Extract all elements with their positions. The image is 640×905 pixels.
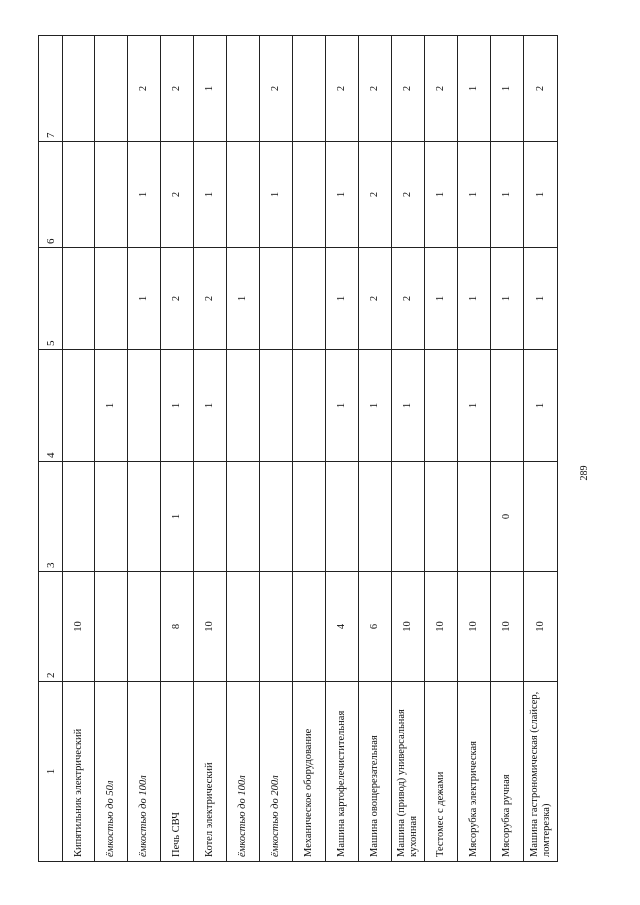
- value-cell: 1: [491, 142, 524, 248]
- header-cell: 3: [39, 462, 63, 572]
- value-cell: 10: [392, 572, 425, 682]
- value-cell: 1: [128, 142, 161, 248]
- value-cell: [128, 462, 161, 572]
- value-cell: [128, 350, 161, 462]
- table-row: [260, 36, 293, 862]
- row-name-cell: Тестомес с дежами: [425, 682, 458, 862]
- value-cell: 1: [392, 350, 425, 462]
- value-cell: [227, 36, 260, 142]
- row-name-cell: Механическое оборудование: [293, 682, 326, 862]
- value-cell: [63, 462, 95, 572]
- value-cell: 2: [194, 248, 227, 350]
- row-name-cell: ёмкостью до 100л: [227, 682, 260, 862]
- value-cell: 1: [194, 36, 227, 142]
- page-number: 289: [579, 465, 590, 481]
- value-cell: 2: [359, 36, 392, 142]
- table-row: [128, 36, 161, 862]
- row-name-cell: Мясорубка ручная: [491, 682, 524, 862]
- value-cell: 2: [161, 142, 194, 248]
- value-cell: [227, 142, 260, 248]
- value-cell: 1: [161, 350, 194, 462]
- value-cell: 1: [128, 248, 161, 350]
- value-cell: 4: [326, 572, 359, 682]
- row-name-cell: ёмкостью до 50л: [95, 682, 128, 862]
- table-row: [491, 36, 524, 862]
- value-cell: 8: [161, 572, 194, 682]
- value-cell: [95, 142, 128, 248]
- table-row: [425, 36, 458, 862]
- value-cell: 1: [458, 142, 491, 248]
- value-cell: [63, 350, 95, 462]
- value-cell: 1: [524, 142, 558, 248]
- table-row: [63, 36, 95, 862]
- value-cell: 1: [326, 248, 359, 350]
- row-name-cell: ёмкостью до 200л: [260, 682, 293, 862]
- value-cell: [491, 350, 524, 462]
- value-cell: 2: [425, 36, 458, 142]
- value-cell: [128, 572, 161, 682]
- equipment-table: [38, 35, 558, 862]
- row-name-cell: Кипятильник электрический: [63, 682, 95, 862]
- row-name-cell: ёмкостью до 100л: [128, 682, 161, 862]
- table-row: [524, 36, 558, 862]
- value-cell: [359, 462, 392, 572]
- header-cell: 1: [39, 682, 63, 862]
- value-cell: [293, 462, 326, 572]
- row-name-cell: Машина (привод) универсальная кухонная: [392, 682, 425, 862]
- value-cell: [95, 572, 128, 682]
- header-cell: 7: [39, 36, 63, 142]
- value-cell: [95, 36, 128, 142]
- value-cell: 1: [194, 350, 227, 462]
- table-row: [392, 36, 425, 862]
- value-cell: 10: [491, 572, 524, 682]
- value-cell: [227, 572, 260, 682]
- value-cell: 1: [524, 350, 558, 462]
- value-cell: 2: [260, 36, 293, 142]
- value-cell: 10: [458, 572, 491, 682]
- table-row: [293, 36, 326, 862]
- value-cell: 1: [458, 248, 491, 350]
- value-cell: [260, 248, 293, 350]
- value-cell: [63, 36, 95, 142]
- value-cell: 1: [524, 248, 558, 350]
- value-cell: [227, 462, 260, 572]
- value-cell: [260, 462, 293, 572]
- value-cell: [524, 462, 558, 572]
- value-cell: [392, 462, 425, 572]
- value-cell: [293, 36, 326, 142]
- table-row: [161, 36, 194, 862]
- table-row: [326, 36, 359, 862]
- table-row: [194, 36, 227, 862]
- value-cell: 1: [458, 350, 491, 462]
- value-cell: 2: [161, 36, 194, 142]
- value-cell: 1: [425, 248, 458, 350]
- value-cell: [293, 572, 326, 682]
- rotated-table-container: [38, 36, 558, 862]
- value-cell: 1: [491, 248, 524, 350]
- value-cell: [260, 572, 293, 682]
- value-cell: 2: [524, 36, 558, 142]
- row-name-cell: Мясорубка электрическая: [458, 682, 491, 862]
- value-cell: 1: [227, 248, 260, 350]
- value-cell: [95, 462, 128, 572]
- header-cell: 2: [39, 572, 63, 682]
- value-cell: 1: [95, 350, 128, 462]
- header-cell: 5: [39, 248, 63, 350]
- table-body: [39, 36, 558, 862]
- value-cell: [293, 350, 326, 462]
- table-row: [95, 36, 128, 862]
- value-cell: 1: [326, 350, 359, 462]
- value-cell: 2: [326, 36, 359, 142]
- value-cell: 1: [458, 36, 491, 142]
- value-cell: [63, 142, 95, 248]
- value-cell: 0: [491, 462, 524, 572]
- value-cell: [293, 142, 326, 248]
- value-cell: 2: [392, 248, 425, 350]
- value-cell: [63, 248, 95, 350]
- value-cell: [293, 248, 326, 350]
- value-cell: [326, 462, 359, 572]
- value-cell: 1: [359, 350, 392, 462]
- row-name-cell: Котел электрический: [194, 682, 227, 862]
- value-cell: 10: [63, 572, 95, 682]
- value-cell: 1: [194, 142, 227, 248]
- value-cell: [194, 462, 227, 572]
- row-name-cell: Машина овощерезательная: [359, 682, 392, 862]
- row-name-cell: Машина гастрономическая (слайсер, ломтерезка): [524, 682, 558, 862]
- row-name-cell: Машина картофелечистительная: [326, 682, 359, 862]
- table-row: [458, 36, 491, 862]
- value-cell: 1: [326, 142, 359, 248]
- value-cell: [425, 462, 458, 572]
- value-cell: [458, 462, 491, 572]
- header-cell: 4: [39, 350, 63, 462]
- row-name-cell: Печь СВЧ: [161, 682, 194, 862]
- value-cell: 2: [128, 36, 161, 142]
- table-row: [359, 36, 392, 862]
- value-cell: 2: [392, 142, 425, 248]
- value-cell: 2: [359, 248, 392, 350]
- table-header-row: [39, 36, 63, 862]
- value-cell: 1: [491, 36, 524, 142]
- value-cell: [227, 350, 260, 462]
- value-cell: 1: [425, 142, 458, 248]
- value-cell: 1: [260, 142, 293, 248]
- value-cell: 2: [392, 36, 425, 142]
- value-cell: [260, 350, 293, 462]
- value-cell: 10: [194, 572, 227, 682]
- value-cell: 2: [161, 248, 194, 350]
- header-cell: 6: [39, 142, 63, 248]
- value-cell: 10: [425, 572, 458, 682]
- value-cell: [95, 248, 128, 350]
- value-cell: 10: [524, 572, 558, 682]
- table-row: [227, 36, 260, 862]
- value-cell: [425, 350, 458, 462]
- value-cell: 2: [359, 142, 392, 248]
- value-cell: 6: [359, 572, 392, 682]
- value-cell: 1: [161, 462, 194, 572]
